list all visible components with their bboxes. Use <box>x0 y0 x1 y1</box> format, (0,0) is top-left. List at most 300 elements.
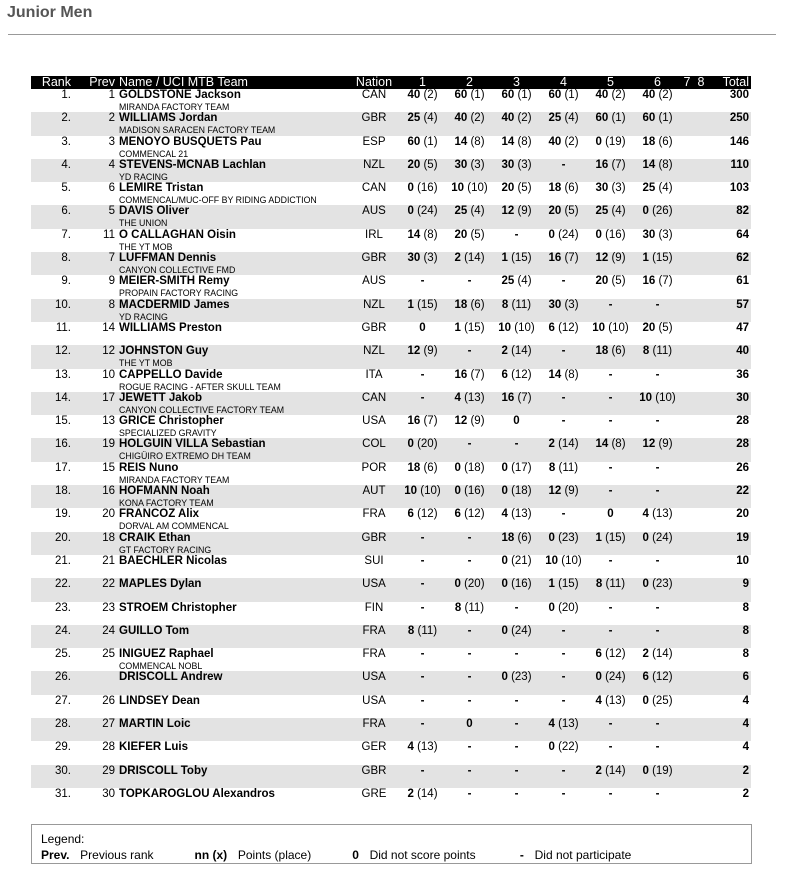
points-value: 60 <box>595 112 609 125</box>
prev-rank-cell: 18 <box>74 532 119 555</box>
legend-prev-key: Prev. <box>41 848 70 862</box>
column-header-round-5: 5 <box>587 76 634 89</box>
points-value: 18 <box>454 298 468 311</box>
place-value: (5) <box>658 321 673 334</box>
round-1-cell <box>399 765 446 788</box>
round-3-cell <box>493 299 540 322</box>
round-3-cell <box>493 462 540 485</box>
round-3-cell <box>493 205 540 228</box>
points-value: 0 <box>501 671 508 684</box>
round-6-cell <box>634 602 681 625</box>
round-7-cell <box>681 485 693 508</box>
prev-rank-cell: 5 <box>74 205 119 228</box>
team-name: GT FACTORY RACING <box>119 544 212 555</box>
table-row <box>31 602 751 625</box>
points-value: 18 <box>548 182 562 195</box>
team-name: MIRANDA FACTORY TEAM <box>119 102 230 112</box>
round-4-cell <box>540 508 587 531</box>
place-value: (21) <box>511 554 532 567</box>
points-value: 16 <box>548 252 562 265</box>
place-value: (13) <box>558 718 579 731</box>
place-value: (13) <box>464 391 485 404</box>
place-value: (1) <box>423 135 438 148</box>
rider-cell <box>119 648 349 671</box>
rider-name: MACDERMID James <box>119 298 230 311</box>
round-2-cell <box>446 718 493 741</box>
points-value: - <box>420 601 425 614</box>
round-2-cell <box>446 462 493 485</box>
round-1-cell <box>399 136 446 159</box>
points-value: 0 <box>513 415 520 428</box>
round-7-cell <box>681 741 693 764</box>
place-value: (7) <box>658 275 673 288</box>
rider-cell <box>119 392 349 415</box>
place-value: (14) <box>464 252 485 265</box>
place-value: (1) <box>517 89 532 101</box>
round-6-cell <box>634 252 681 275</box>
rider-cell <box>119 182 349 205</box>
points-value: - <box>655 461 660 474</box>
round-8-cell <box>693 322 709 345</box>
points-value: - <box>561 694 566 707</box>
rank-cell: 16. <box>31 438 74 461</box>
team-name: CANYON COLLECTIVE FACTORY TEAM <box>119 404 285 415</box>
points-value: 20 <box>454 228 468 241</box>
place-value: (6) <box>470 298 485 311</box>
place-value: (3) <box>611 182 626 195</box>
round-4-cell <box>540 718 587 741</box>
round-6-cell <box>634 136 681 159</box>
points-value: - <box>561 624 566 637</box>
points-value: - <box>514 764 519 777</box>
points-value: 2 <box>548 438 555 451</box>
round-4-cell <box>540 229 587 252</box>
points-value: - <box>655 741 660 754</box>
round-3-cell <box>493 322 540 345</box>
rider-name: REIS Nuno <box>119 461 179 474</box>
points-value: 0 <box>607 508 614 521</box>
round-7-cell <box>681 369 693 392</box>
points-value: 12 <box>407 345 421 358</box>
points-value: - <box>655 554 660 567</box>
round-2-cell <box>446 555 493 578</box>
prev-rank-cell: 7 <box>74 252 119 275</box>
rider-cell <box>119 695 349 718</box>
round-2-cell <box>446 765 493 788</box>
place-value: (2) <box>423 89 438 101</box>
rider-cell <box>119 602 349 625</box>
table-row <box>31 718 751 741</box>
round-8-cell <box>693 392 709 415</box>
round-3-cell <box>493 788 540 811</box>
round-3-cell <box>493 229 540 252</box>
points-value: 16 <box>454 368 468 381</box>
place-value: (5) <box>470 228 485 241</box>
place-value: (16) <box>605 228 626 241</box>
points-value: - <box>420 531 425 544</box>
round-5-cell <box>587 765 634 788</box>
rider-cell <box>119 765 349 788</box>
round-3-cell <box>493 741 540 764</box>
rank-cell: 22. <box>31 578 74 601</box>
column-header-round-8: 8 <box>693 76 709 89</box>
place-value: (5) <box>564 205 579 218</box>
points-value: - <box>608 461 613 474</box>
round-6-cell <box>634 718 681 741</box>
round-2-cell <box>446 695 493 718</box>
round-5-cell <box>587 89 634 112</box>
points-value: 10 <box>404 485 418 498</box>
team-name: YD RACING <box>119 171 168 182</box>
total-cell: 10 <box>736 554 749 567</box>
round-4-cell <box>540 695 587 718</box>
points-value: 0 <box>501 554 508 567</box>
table-row <box>31 392 751 415</box>
place-value: (16) <box>464 485 485 498</box>
points-value: - <box>420 694 425 707</box>
rider-name: LEMIRE Tristan <box>119 182 204 195</box>
nation-cell: AUT <box>349 485 399 508</box>
round-8-cell <box>693 695 709 718</box>
round-6-cell <box>634 462 681 485</box>
table-row <box>31 136 751 159</box>
team-name: THE UNION <box>119 218 168 229</box>
round-6-cell <box>634 229 681 252</box>
points-value: - <box>514 787 519 800</box>
round-6-cell <box>634 322 681 345</box>
nation-cell: FRA <box>362 648 386 661</box>
rank-cell: 7. <box>61 228 71 241</box>
points-value: 16 <box>501 391 515 404</box>
points-value: - <box>467 787 472 800</box>
points-value: 4 <box>501 508 508 521</box>
round-3-cell <box>493 438 540 461</box>
place-value: (1) <box>611 112 626 125</box>
points-value: 60 <box>501 89 515 101</box>
points-value: 0 <box>454 578 461 591</box>
round-7-cell <box>681 438 693 461</box>
round-2-cell <box>446 159 493 182</box>
round-1-cell <box>399 555 446 578</box>
points-value: 8 <box>642 345 650 358</box>
points-value: 0 <box>454 461 461 474</box>
place-value: (8) <box>517 135 532 148</box>
prev-rank-cell: 25 <box>102 648 115 661</box>
round-5-cell <box>587 252 634 275</box>
points-value: - <box>655 601 660 614</box>
prev-rank-cell: 23 <box>102 601 115 614</box>
place-value: (10) <box>420 485 441 498</box>
points-value: 40 <box>595 89 609 101</box>
round-2-cell <box>446 532 493 555</box>
total-cell: 30 <box>709 392 751 415</box>
total-cell: 8 <box>742 648 749 661</box>
round-5-cell <box>587 369 634 392</box>
place-value: (11) <box>605 578 626 591</box>
points-value: 8 <box>548 461 556 474</box>
rider-name: MEIER-SMITH Remy <box>119 275 230 288</box>
legend-points-desc: Points (place) <box>237 848 312 862</box>
legend-prev-desc: Previous rank <box>80 848 154 862</box>
total-cell: 8 <box>742 601 749 614</box>
prev-rank-cell: 12 <box>74 345 119 368</box>
round-8-cell <box>693 625 709 648</box>
round-8-cell <box>693 345 709 368</box>
round-8-cell <box>693 136 709 159</box>
place-value: (15) <box>652 252 673 265</box>
place-value: (16) <box>511 578 532 591</box>
round-4-cell <box>540 112 587 135</box>
round-8-cell <box>693 765 709 788</box>
round-8-cell <box>693 788 709 811</box>
round-8-cell <box>693 89 709 112</box>
place-value: (24) <box>558 228 579 241</box>
round-2-cell <box>446 252 493 275</box>
place-value: (24) <box>652 531 673 544</box>
prev-rank-cell: 13 <box>102 415 115 428</box>
place-value: (13) <box>511 508 532 521</box>
round-1-cell <box>399 369 446 392</box>
column-header-round-2: 2 <box>446 76 493 89</box>
place-value: (10) <box>467 182 488 195</box>
round-3-cell <box>493 485 540 508</box>
table-row <box>31 741 751 764</box>
round-3-cell <box>493 252 540 275</box>
points-value: 0 <box>501 578 508 591</box>
points-value: 12 <box>454 415 468 428</box>
prev-rank-cell: 30 <box>102 787 115 800</box>
rank-cell: 26. <box>31 671 74 694</box>
round-3-cell <box>493 275 540 298</box>
team-name: MADISON SARACEN FACTORY TEAM <box>119 125 276 136</box>
rider-cell <box>119 671 349 694</box>
points-value: - <box>514 718 519 731</box>
rider-name: CAPPELLO Davide <box>119 368 223 381</box>
round-4-cell <box>540 555 587 578</box>
place-value: (15) <box>558 578 579 591</box>
round-4-cell <box>540 578 587 601</box>
round-5-cell <box>587 205 634 228</box>
points-value: - <box>561 764 566 777</box>
rider-cell <box>119 625 349 648</box>
round-5-cell <box>587 462 634 485</box>
team-name: THE YT MOB <box>119 358 173 369</box>
round-6-cell <box>634 695 681 718</box>
round-6-cell <box>634 578 681 601</box>
round-8-cell <box>693 438 709 461</box>
round-8-cell <box>693 532 709 555</box>
points-value: 6 <box>548 321 555 334</box>
table-row <box>31 648 751 671</box>
round-3-cell <box>493 671 540 694</box>
points-value: 16 <box>407 415 421 428</box>
points-value: - <box>467 554 472 567</box>
team-name: CHIGÜIRO EXTREMO DH TEAM <box>119 451 251 462</box>
place-value: (11) <box>558 461 579 474</box>
points-value: - <box>561 391 566 404</box>
rank-cell: 1. <box>61 89 71 101</box>
points-value: 2 <box>595 764 602 777</box>
round-7-cell <box>681 275 693 298</box>
place-value: (11) <box>511 298 532 311</box>
round-1-cell <box>399 648 446 671</box>
round-4-cell <box>540 671 587 694</box>
place-value: (18) <box>511 485 532 498</box>
prev-rank-cell <box>74 671 119 694</box>
place-value: (9) <box>423 345 438 358</box>
points-value: 0 <box>454 485 461 498</box>
points-value: 4 <box>407 741 414 754</box>
rider-cell <box>119 252 349 275</box>
nation-cell: IRL <box>365 228 383 241</box>
points-value: 0 <box>501 485 508 498</box>
points-value: 4 <box>642 508 649 521</box>
total-cell: 36 <box>736 368 749 381</box>
round-7-cell <box>681 252 693 275</box>
points-value: - <box>561 158 566 171</box>
points-value: 8 <box>501 298 509 311</box>
place-value: (4) <box>517 275 532 288</box>
round-3-cell <box>493 159 540 182</box>
points-value: 14 <box>454 135 468 148</box>
nation-cell: CAN <box>349 392 399 415</box>
legend-row <box>41 848 631 862</box>
points-value: 20 <box>642 321 656 334</box>
points-value: 10 <box>639 391 653 404</box>
total-cell: 9 <box>709 578 751 601</box>
round-5-cell <box>587 182 634 205</box>
points-value: - <box>608 554 613 567</box>
place-value: (10) <box>561 554 582 567</box>
place-value: (2) <box>611 89 626 101</box>
nation-cell: AUS <box>362 275 386 288</box>
points-value: - <box>561 787 566 800</box>
nation-cell: COL <box>349 438 399 461</box>
table-row <box>31 182 751 205</box>
round-1-cell <box>399 485 446 508</box>
round-1-cell <box>399 532 446 555</box>
round-8-cell <box>693 602 709 625</box>
place-value: (8) <box>611 438 626 451</box>
points-value: 60 <box>407 135 421 148</box>
place-value: (5) <box>611 275 626 288</box>
round-8-cell <box>693 485 709 508</box>
table-row <box>31 555 751 578</box>
nation-cell: USA <box>349 671 399 694</box>
rank-cell: 31. <box>55 787 71 800</box>
total-cell: 2 <box>742 787 749 800</box>
round-2-cell <box>446 415 493 438</box>
round-7-cell <box>681 508 693 531</box>
table-row <box>31 345 751 368</box>
total-cell: 2 <box>709 765 751 788</box>
table-row <box>31 89 751 112</box>
points-value: - <box>420 718 425 731</box>
round-8-cell <box>693 159 709 182</box>
points-value: 0 <box>501 461 508 474</box>
place-value: (3) <box>658 228 673 241</box>
round-4-cell <box>540 415 587 438</box>
round-7-cell <box>681 89 693 112</box>
rider-name: STEVENS-MCNAB Lachlan <box>119 158 266 171</box>
prev-rank-cell: 8 <box>74 299 119 322</box>
points-value: - <box>655 415 660 428</box>
nation-cell: GRE <box>361 787 387 800</box>
points-value: 0 <box>548 601 555 614</box>
points-value: 4 <box>595 694 602 707</box>
rider-name: DAVIS Oliver <box>119 205 190 218</box>
table-row <box>31 485 751 508</box>
round-4-cell <box>540 205 587 228</box>
place-value: (7) <box>423 415 438 428</box>
total-cell: 8 <box>709 625 751 648</box>
points-value: 6 <box>454 508 461 521</box>
round-1-cell <box>399 159 446 182</box>
place-value: (13) <box>605 694 626 707</box>
points-value: 60 <box>548 89 562 101</box>
round-5-cell <box>587 275 634 298</box>
points-value: 0 <box>548 228 555 241</box>
total-cell: 61 <box>736 275 749 288</box>
points-value: 25 <box>454 205 468 218</box>
team-name: DORVAL AM COMMENCAL <box>119 521 229 532</box>
round-1-cell <box>399 718 446 741</box>
table-row <box>31 229 751 252</box>
points-value: 1 <box>454 321 461 334</box>
table-row <box>31 438 751 461</box>
points-value: 1 <box>501 252 508 265</box>
points-value: 30 <box>642 228 656 241</box>
column-header-total: Total <box>709 76 751 89</box>
round-2-cell <box>446 136 493 159</box>
round-1-cell <box>399 322 446 345</box>
rank-cell: 27. <box>55 694 71 707</box>
round-7-cell <box>681 229 693 252</box>
points-value: 2 <box>407 787 414 800</box>
points-value: 0 <box>419 321 426 334</box>
rider-name: JEWETT Jakob <box>119 391 203 404</box>
points-value: - <box>467 624 472 637</box>
round-8-cell <box>693 252 709 275</box>
rider-name: MENOYO BUSQUETS Pau <box>119 135 262 148</box>
round-4-cell <box>540 532 587 555</box>
round-2-cell <box>446 205 493 228</box>
place-value: (4) <box>423 112 438 125</box>
round-4-cell <box>540 322 587 345</box>
nation-cell: NZL <box>349 345 399 368</box>
prev-rank-cell: 26 <box>102 694 115 707</box>
round-3-cell <box>493 765 540 788</box>
round-6-cell <box>634 392 681 415</box>
round-6-cell <box>634 765 681 788</box>
place-value: (19) <box>605 135 626 148</box>
place-value: (19) <box>652 764 673 777</box>
points-value: - <box>561 508 566 521</box>
points-value: 20 <box>407 158 421 171</box>
points-value: 30 <box>454 158 468 171</box>
nation-cell: USA <box>362 415 386 428</box>
points-value: 0 <box>595 671 602 684</box>
round-5-cell <box>587 299 634 322</box>
points-value: - <box>420 554 425 567</box>
points-value: 8 <box>407 624 415 637</box>
place-value: (24) <box>605 671 626 684</box>
rank-cell: 24. <box>31 625 74 648</box>
round-7-cell <box>681 602 693 625</box>
total-cell: 6 <box>709 671 751 694</box>
place-value: (15) <box>511 252 532 265</box>
round-1-cell <box>399 625 446 648</box>
